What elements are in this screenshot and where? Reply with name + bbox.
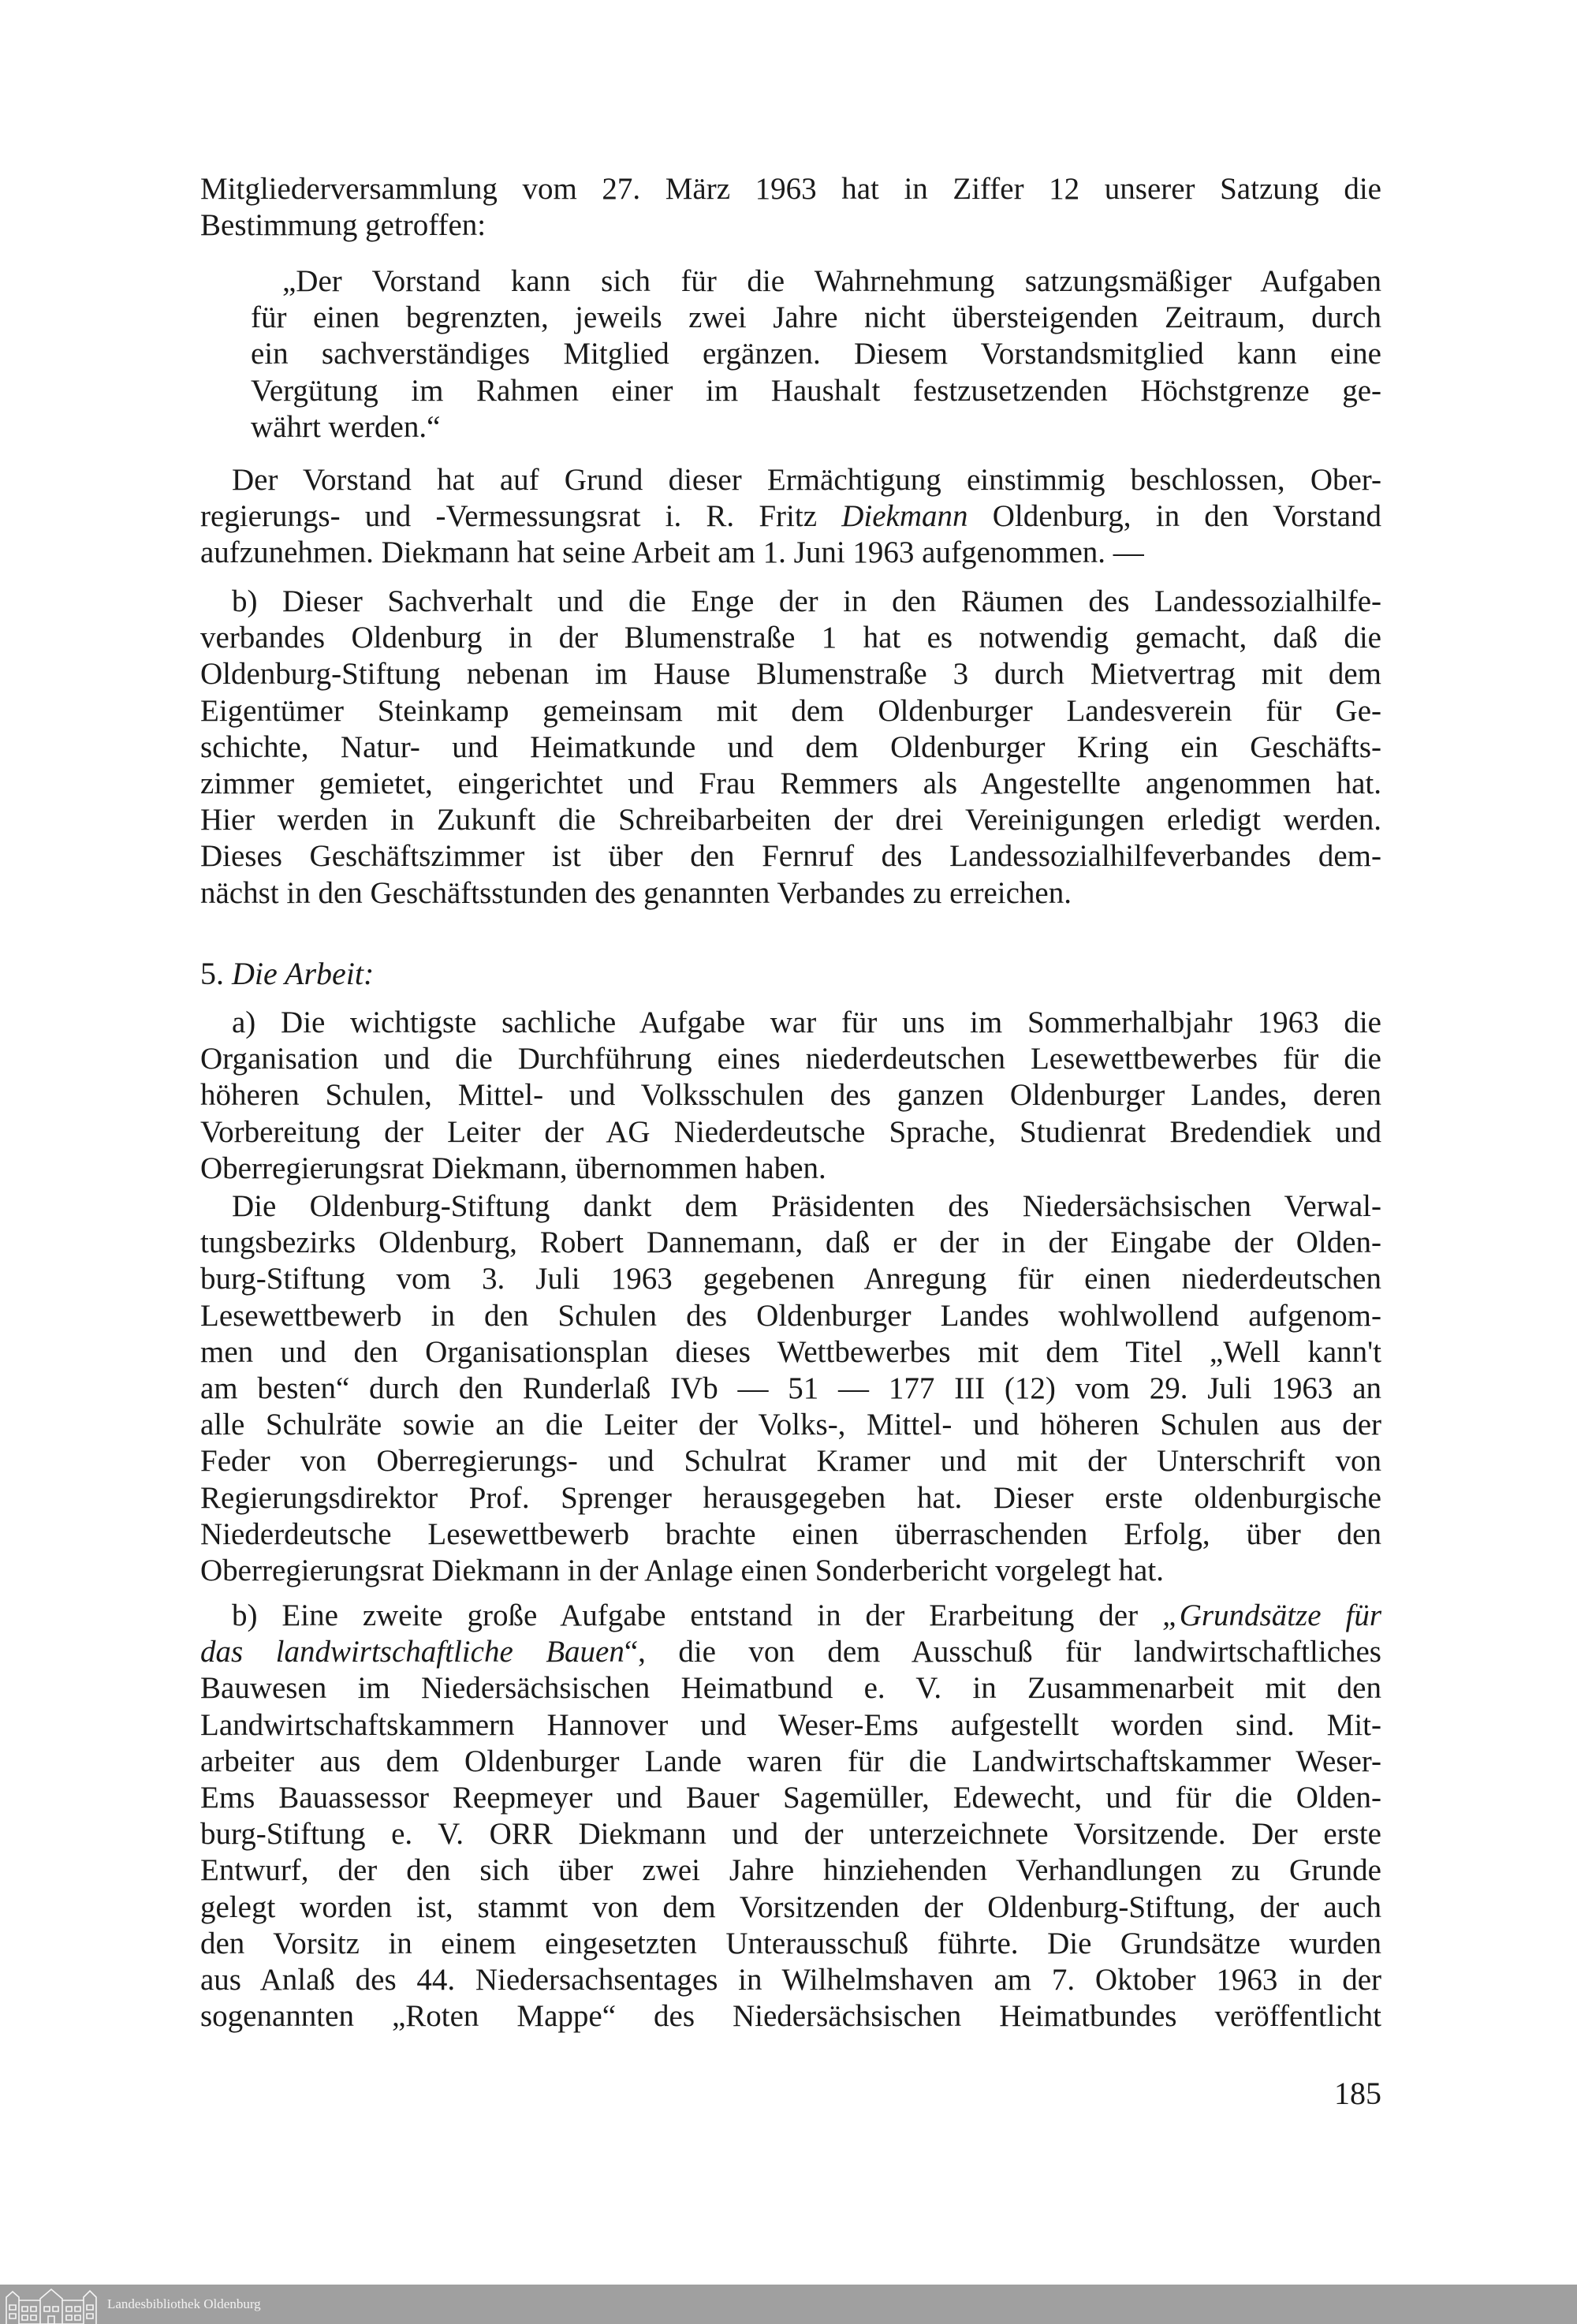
library-footer-bar	[0, 2285, 1577, 2324]
italic-text: Diekmann	[841, 499, 968, 534]
text-segment: zimmer gemietet, eingerichtet und Frau Remmers als Angestellte angenommen hat.	[200, 766, 1381, 800]
text-segment: schichte, Natur- und Heimatkunde und dem Oldenburger Kring ein Geschäfts-	[200, 729, 1381, 764]
text-segment: Oberregierungsrat Diekmann, übernommen haben.	[200, 1151, 826, 1185]
text-segment: „Der Vorstand kann sich für die Wahrnehmung satzungsmäßiger Aufgaben	[282, 264, 1381, 298]
text-segment: Organisation und die Durchführung eines niederdeutschen Lesewettbewerbes für die	[200, 1042, 1381, 1076]
text-line	[200, 1598, 1381, 1634]
text-line	[200, 1225, 1381, 1261]
text-segment: verbandes Oldenburg in der Blumenstraße 1 hat es notwendig gemacht, daß die	[200, 621, 1381, 655]
text-segment: währt werden.“	[251, 409, 441, 444]
paragraph-thanks	[200, 1188, 1381, 1589]
text-line	[200, 1371, 1381, 1407]
text-line	[200, 875, 1381, 912]
text-line	[200, 1151, 1381, 1187]
text-segment: Niederdeutsche Lesewettbewerb brachte einen überraschenden Erfolg, über den	[200, 1516, 1381, 1551]
paragraph-reading-contest	[200, 1005, 1381, 1187]
text-line	[200, 1188, 1381, 1225]
text-line	[200, 1816, 1381, 1852]
statute-quote	[251, 263, 1381, 446]
text-line	[200, 1670, 1381, 1707]
text-line	[200, 693, 1381, 729]
text-line	[200, 1334, 1381, 1371]
text-line	[200, 462, 1381, 498]
text-line	[251, 300, 1381, 336]
text-segment: Die Oldenburg-Stiftung dankt dem Präsidenten des Niedersächsischen Verwal-	[232, 1189, 1381, 1223]
text-segment: Bestimmung getroffen:	[200, 208, 487, 243]
section-heading	[200, 956, 374, 992]
text-line	[200, 766, 1381, 802]
text-line	[200, 535, 1381, 571]
text-line	[200, 1553, 1381, 1589]
text-line	[200, 1114, 1381, 1151]
text-segment: burg-Stiftung e. V. ORR Diekmann und der unterzeichnete Vorsitzende. Der erste	[200, 1817, 1381, 1852]
italic-text: „Grundsätze für	[1162, 1598, 1381, 1632]
text-line	[200, 1707, 1381, 1744]
text-segment: men und den Organisationsplan dieses Wettbewerbes mit dem Titel „Well kann't	[200, 1334, 1381, 1369]
text-segment: Eigentümer Steinkamp gemeinsam mit dem Oldenburger Landesverein für Ge-	[200, 693, 1381, 728]
text-segment: Mitgliederversammlung vom 27. März 1963 hat in Ziffer 12 unserer Satzung die	[200, 172, 1381, 206]
text-line	[200, 171, 1381, 207]
text-line	[200, 1407, 1381, 1443]
text-segment: Oberregierungsrat Diekmann in der Anlage einen Sonderbericht vorgelegt hat.	[200, 1553, 1164, 1587]
text-segment: Der Vorstand hat auf Grund dieser Ermächtigung einstimmig beschlossen, Ober-	[232, 463, 1381, 497]
paragraph-building-principles	[200, 1598, 1381, 2035]
text-segment: aufzunehmen. Diekmann hat seine Arbeit am 1. Juni 1963 aufgenommen. —	[200, 535, 1144, 570]
text-line	[200, 207, 1381, 244]
text-line	[200, 1077, 1381, 1114]
text-line	[200, 729, 1381, 766]
text-segment: Lesewettbewerb in den Schulen des Oldenburger Landes wohlwollend aufgenom-	[200, 1298, 1381, 1333]
text-line	[200, 620, 1381, 656]
text-segment: b) Dieser Sachverhalt und die Enge der in den Räumen des Landessozialhilfe-	[232, 584, 1381, 618]
text-line	[200, 498, 1381, 535]
text-line	[200, 1780, 1381, 1816]
text-segment: b) Eine zweite große Aufgabe entstand in der Erarbeitung der	[232, 1598, 1163, 1632]
text-segment: für einen begrenzten, jeweils zwei Jahre nicht übersteigenden Zeitraum, durch	[251, 300, 1381, 335]
text-line	[200, 1480, 1381, 1516]
text-segment: Landwirtschaftskammern Hannover und Weser-Ems aufgestellt worden sind. Mit-	[200, 1707, 1381, 1742]
text-segment: den Vorsitz in einem eingesetzten Unterausschuß führte. Die Grundsätze wurden	[200, 1926, 1381, 1960]
library-name: Landesbibliothek Oldenburg	[107, 2296, 261, 2311]
paragraph-office	[200, 584, 1381, 912]
text-segment: Feder von Oberregierungs- und Schulrat Kramer und mit der Unterschrift von	[200, 1444, 1381, 1479]
text-segment: aus Anlaß des 44. Niedersachsentages in Wilhelmshaven am 7. Oktober 1963 in der	[200, 1962, 1381, 1997]
text-line	[200, 1261, 1381, 1297]
text-segment: burg-Stiftung vom 3. Juli 1963 gegebenen Anregung für einen niederdeutschen	[200, 1262, 1381, 1296]
text-line	[200, 1516, 1381, 1553]
page-number: 185	[1334, 2076, 1381, 2111]
text-segment: alle Schulräte sowie an die Leiter der Volks-, Mittel- und höheren Schulen aus der	[200, 1408, 1381, 1442]
text-line	[251, 409, 1381, 446]
text-line	[251, 336, 1381, 372]
text-segment: nächst in den Geschäftsstunden des genannten Verbandes zu erreichen.	[200, 875, 1072, 910]
text-line	[200, 1744, 1381, 1780]
text-line	[200, 1041, 1381, 1077]
text-segment: Entwurf, der den sich über zwei Jahre hinziehenden Verhandlungen zu Grunde	[200, 1853, 1381, 1888]
text-segment: Hier werden in Zukunft die Schreibarbeiten der drei Vereinigungen erledigt werden.	[200, 803, 1381, 837]
text-line	[200, 838, 1381, 875]
text-line	[200, 1962, 1381, 1998]
text-segment: ein sachverständiges Mitglied ergänzen. Diesem Vorstandsmitglied kann eine	[251, 337, 1381, 371]
italic-text: das landwirtschaftliche Bauen	[200, 1635, 624, 1669]
text-segment: Oldenburg, in den Vorstand	[967, 499, 1381, 534]
text-line	[200, 1889, 1381, 1926]
section-number: 5.	[200, 956, 224, 991]
text-segment: Vergütung im Rahmen einer im Haushalt festzusetzenden Höchstgrenze ge-	[251, 373, 1381, 408]
text-segment: Dieses Geschäftszimmer ist über den Fernruf des Landessozialhilfeverbandes dem-	[200, 839, 1381, 874]
text-line	[200, 584, 1381, 620]
text-segment: arbeiter aus dem Oldenburger Lande waren für die Landwirtschaftskammer Weser-	[200, 1744, 1381, 1778]
paragraph-board-decision	[200, 462, 1381, 572]
text-segment: regierungs- und -Vermessungsrat i. R. Fritz	[200, 499, 842, 534]
text-segment: am besten“ durch den Runderlaß IVb — 51 — 177 III (12) vom 29. Juli 1963 an	[200, 1371, 1381, 1405]
text-segment: Oldenburg-Stiftung nebenan im Hause Blumenstraße 3 durch Mietvertrag mit dem	[200, 657, 1381, 692]
text-line	[251, 263, 1381, 300]
text-segment: Bauwesen im Niedersächsischen Heimatbund e. V. in Zusammenarbeit mit den	[200, 1671, 1381, 1706]
text-segment: “, die von dem Ausschuß für landwirtschaftliches	[624, 1635, 1381, 1669]
text-line	[251, 373, 1381, 409]
text-segment: Ems Bauassessor Reepmeyer und Bauer Sagemüller, Edewecht, und für die Olden-	[200, 1780, 1381, 1815]
text-line	[200, 1926, 1381, 1962]
library-building-logo-icon	[5, 2288, 98, 2324]
text-line	[200, 1298, 1381, 1334]
text-segment: tungsbezirks Oldenburg, Robert Dannemann, daß er der in der Eingabe der Olden-	[200, 1225, 1381, 1260]
text-segment: a) Die wichtigste sachliche Aufgabe war für uns im Sommerhalbjahr 1963 die	[232, 1005, 1381, 1039]
section-title: Die Arbeit:	[232, 956, 375, 991]
text-segment: höheren Schulen, Mittel- und Volksschulen des ganzen Oldenburger Landes, deren	[200, 1078, 1381, 1113]
paragraph-statute-intro	[200, 171, 1381, 244]
text-line	[200, 1005, 1381, 1041]
text-line	[200, 656, 1381, 692]
text-line	[200, 1443, 1381, 1479]
text-line	[200, 1998, 1381, 2035]
text-line	[200, 1634, 1381, 1670]
text-line	[200, 802, 1381, 838]
text-segment: sogenannten „Roten Mappe“ des Niedersächsischen Heimatbundes veröffentlicht	[200, 1999, 1381, 2034]
text-segment: Regierungsdirektor Prof. Sprenger herausgegeben hat. Dieser erste oldenburgische	[200, 1480, 1381, 1515]
text-segment: gelegt worden ist, stammt von dem Vorsitzenden der Oldenburg-Stiftung, der auch	[200, 1889, 1381, 1924]
text-line	[200, 1852, 1381, 1889]
text-segment: Vorbereitung der Leiter der AG Niederdeutsche Sprache, Studienrat Bredendiek und	[200, 1114, 1381, 1149]
